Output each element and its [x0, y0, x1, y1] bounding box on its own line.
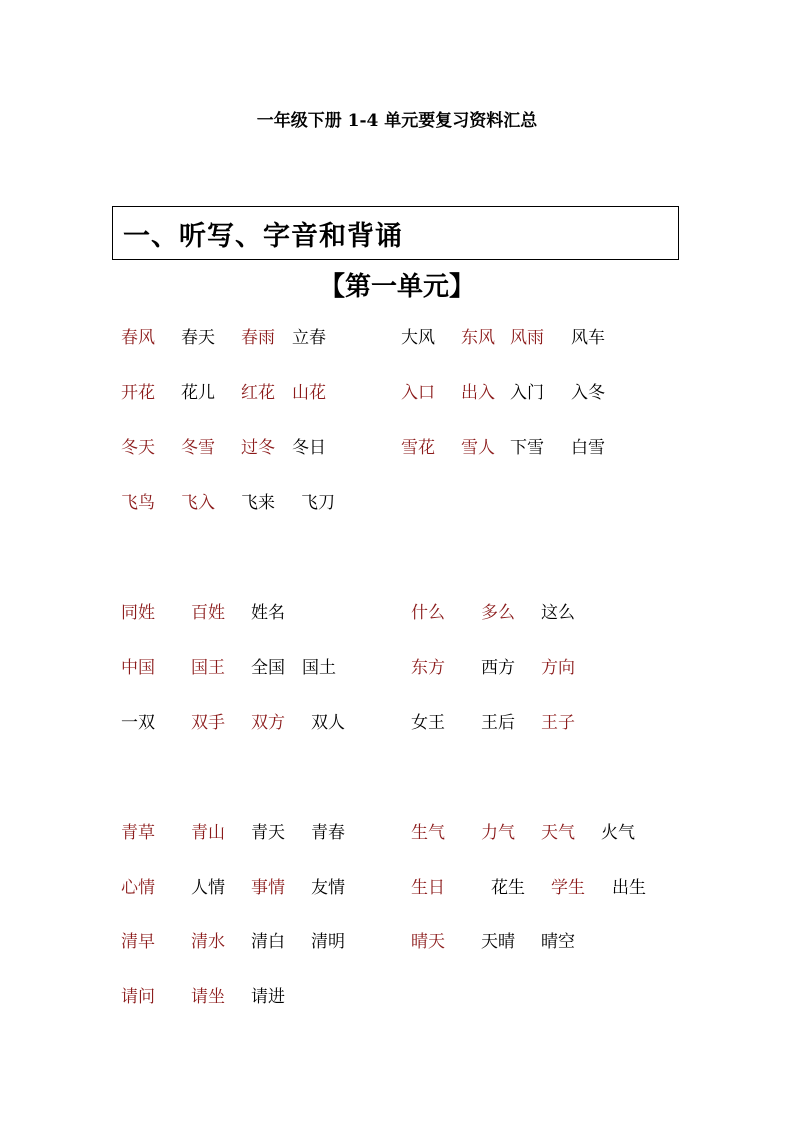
word: 什么	[411, 603, 445, 623]
word: 姓名	[251, 603, 285, 623]
word: 立春	[292, 328, 326, 348]
word: 飞来	[241, 493, 275, 513]
word: 青春	[311, 823, 345, 843]
word: 女王	[411, 713, 445, 733]
word: 火气	[601, 823, 635, 843]
word: 学生	[551, 878, 585, 898]
word: 白雪	[571, 438, 605, 458]
word: 事情	[251, 878, 285, 898]
word: 东方	[411, 658, 445, 678]
word: 花生	[491, 878, 525, 898]
word: 王后	[481, 713, 515, 733]
word: 青草	[121, 823, 155, 843]
word: 力气	[481, 823, 515, 843]
word: 同姓	[121, 603, 155, 623]
word: 入冬	[571, 383, 605, 403]
word: 东风	[461, 328, 495, 348]
section-box	[112, 206, 679, 260]
word: 红花	[241, 383, 275, 403]
word: 青山	[191, 823, 225, 843]
word: 雪花	[401, 438, 435, 458]
word: 清早	[121, 932, 155, 952]
word: 入门	[510, 383, 544, 403]
word: 大风	[401, 328, 435, 348]
word: 王子	[541, 713, 575, 733]
word: 天气	[541, 823, 575, 843]
word: 国土	[302, 658, 336, 678]
word: 清明	[311, 932, 345, 952]
word: 生日	[411, 878, 445, 898]
word: 春风	[121, 328, 155, 348]
word: 春雨	[241, 328, 275, 348]
word: 出生	[612, 878, 646, 898]
word: 心情	[121, 878, 155, 898]
word: 双人	[311, 713, 345, 733]
word: 过冬	[241, 438, 275, 458]
word: 中国	[121, 658, 155, 678]
word: 冬日	[292, 438, 326, 458]
word: 风雨	[510, 328, 544, 348]
word: 飞鸟	[121, 493, 155, 513]
word: 双方	[251, 713, 285, 733]
word: 风车	[571, 328, 605, 348]
word: 入口	[401, 383, 435, 403]
word: 冬雪	[181, 438, 215, 458]
word: 花儿	[181, 383, 215, 403]
word: 冬天	[121, 438, 155, 458]
word: 西方	[481, 658, 515, 678]
word: 友情	[311, 878, 345, 898]
word: 山花	[292, 383, 326, 403]
word: 晴空	[541, 932, 575, 952]
word: 请问	[121, 987, 155, 1007]
word: 晴天	[411, 932, 445, 952]
word: 人情	[191, 878, 225, 898]
word: 全国	[251, 658, 285, 678]
word: 这么	[541, 603, 575, 623]
document-title: 一年级下册 1-4 单元要复习资料汇总	[256, 111, 538, 131]
word: 生气	[411, 823, 445, 843]
section-title: 一、听写、字音和背诵	[123, 221, 403, 252]
word: 青天	[251, 823, 285, 843]
word: 一双	[121, 713, 155, 733]
word: 百姓	[191, 603, 225, 623]
word: 多么	[481, 603, 515, 623]
word: 国王	[191, 658, 225, 678]
word: 出入	[461, 383, 495, 403]
word: 开花	[121, 383, 155, 403]
word: 请坐	[191, 987, 225, 1007]
word: 春天	[181, 328, 215, 348]
word: 下雪	[510, 438, 544, 458]
word: 飞刀	[301, 493, 335, 513]
word: 清水	[191, 932, 225, 952]
word: 请进	[251, 987, 285, 1007]
word: 清白	[251, 932, 285, 952]
word: 双手	[191, 713, 225, 733]
word: 飞入	[181, 493, 215, 513]
word: 方向	[541, 658, 575, 678]
unit-heading: 【第一单元】	[318, 272, 475, 302]
word: 天晴	[481, 932, 515, 952]
word: 雪人	[461, 438, 495, 458]
